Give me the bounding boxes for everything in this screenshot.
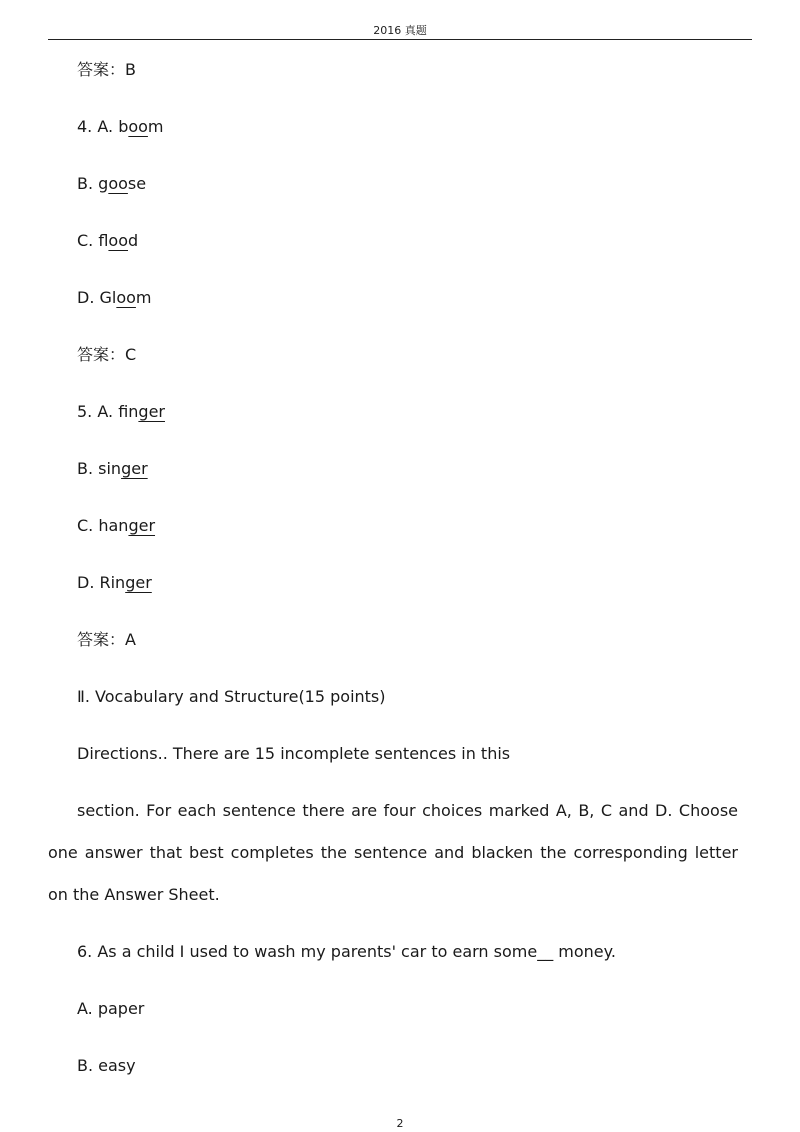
underlined-letters: ger [125,573,152,592]
q4-option-c [77,231,138,251]
q5-option-c [77,516,155,536]
directions-paragraph: section. For each sentence there are four choices marked A, B, C and D. Choose one answer that best completes the sentence and blacken the corresponding letter on the Answer Sheet. [48,801,738,904]
underlined-letters: ger [128,516,156,535]
question-6: 6. As a child I used to wash my parents' car to earn some__ money. [77,942,616,961]
page-number: 2 [396,1117,404,1130]
underlined-letters: oo [116,288,136,307]
q5-option-a [77,402,165,422]
directions-line: Directions.. There are 15 incomplete sentences in this [77,744,511,763]
answer-q5: 答案：A [77,630,136,649]
option-text: D. Rin [77,573,126,592]
underlined-letters: oo [108,231,128,250]
underlined-letters: ger [121,459,148,478]
q6-option-b: B. easy [77,1056,136,1075]
underlined-letters: ger [138,402,165,421]
q5-option-d [77,573,152,593]
option-text-tail: d [128,231,139,250]
underlined-letters: oo [128,117,148,136]
section-title: Ⅱ. Vocabulary and Structure(15 points) [77,687,386,706]
q6-option-a: A. paper [77,999,145,1018]
option-text-tail: se [127,174,147,193]
q4-option-a [77,117,164,137]
option-text: B. g [77,174,109,193]
option-text: C. fl [77,231,109,250]
q5-option-b [77,459,148,479]
header-divider [48,39,752,40]
option-text-tail: m [147,117,164,136]
q4-option-b [77,174,146,194]
option-text: B. sin [77,459,122,478]
answer-q4: 答案：C [77,345,137,364]
option-text: D. Gl [77,288,117,307]
answer-q3: 答案：B [77,60,136,79]
q4-option-d [77,288,152,308]
option-text: 4. A. b [77,117,129,136]
option-text-tail: m [135,288,152,307]
page-header: 2016 真题 [373,24,427,37]
option-text: 5. A. fin [77,402,139,421]
option-text: C. han [77,516,129,535]
underlined-letters: oo [108,174,128,193]
